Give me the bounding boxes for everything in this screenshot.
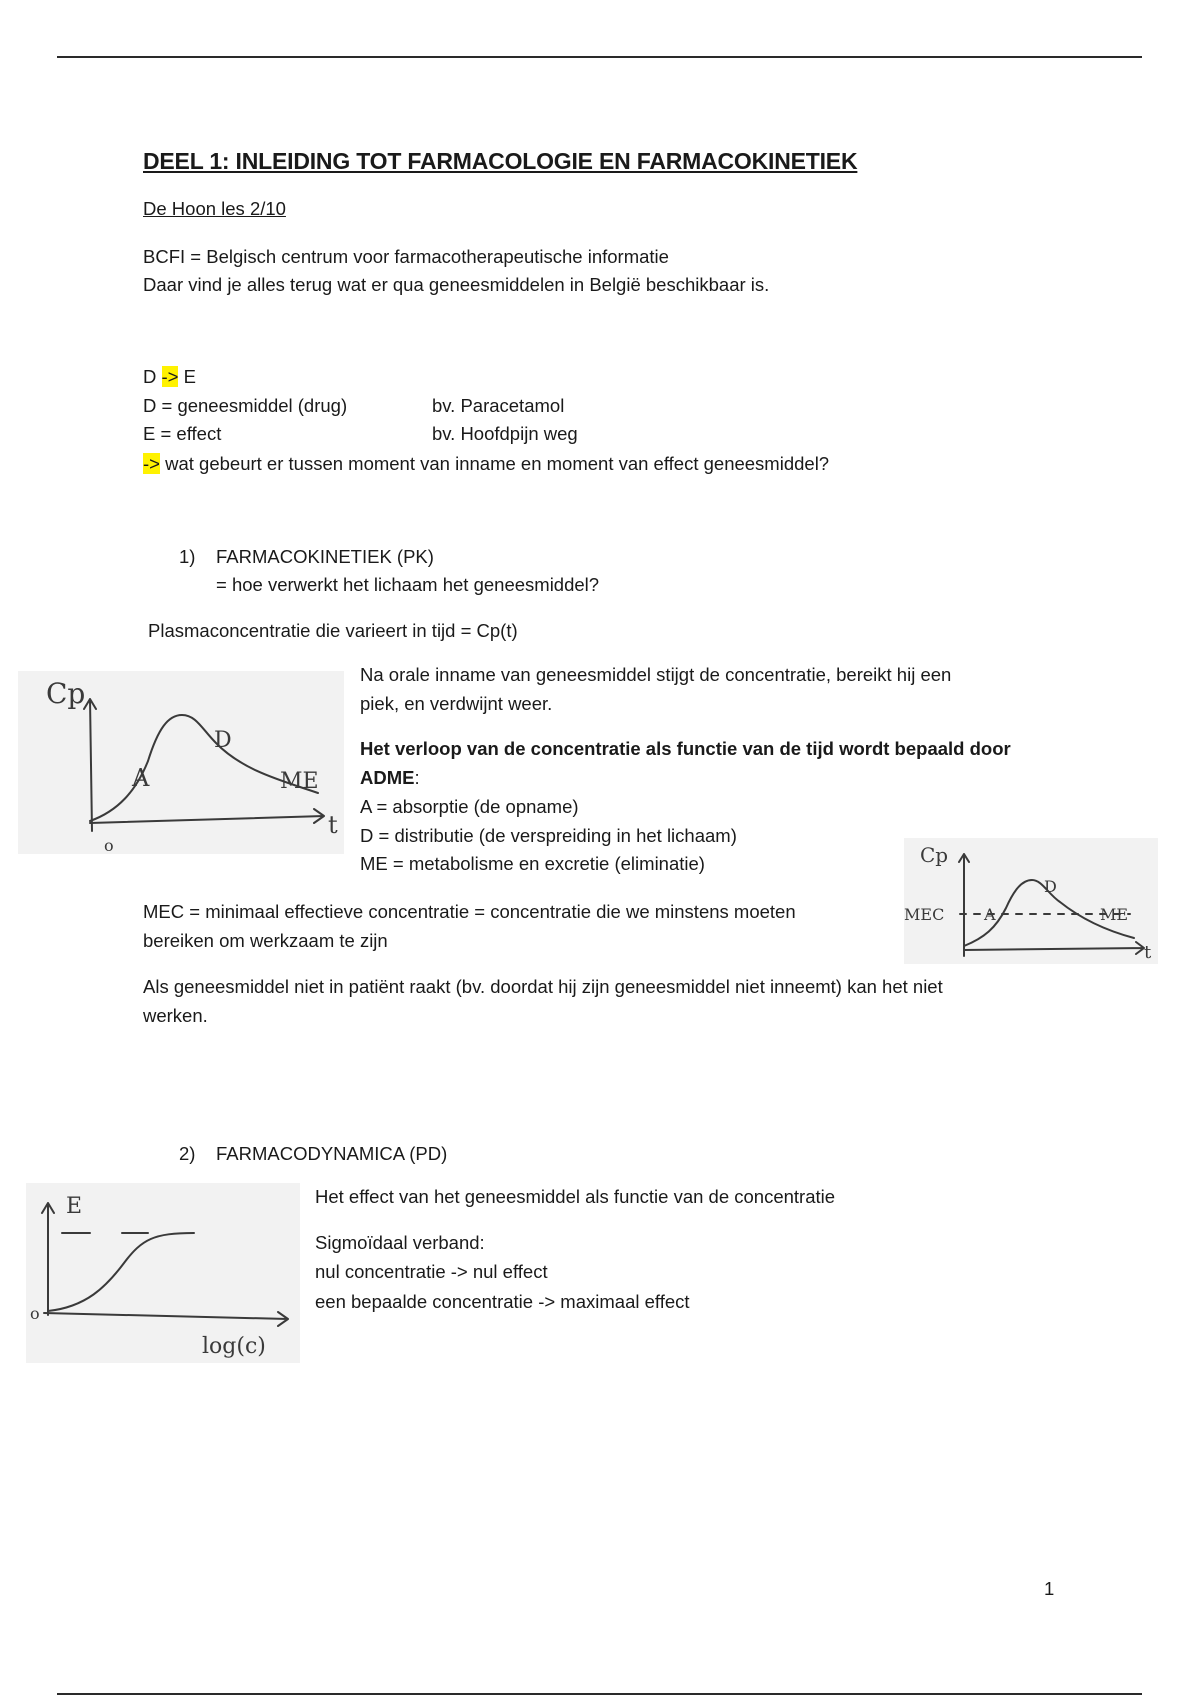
d-label: D xyxy=(214,728,232,753)
e-axis-label: E xyxy=(66,1194,83,1219)
section-1-heading: FARMACOKINETIEK (PK) xyxy=(216,546,434,567)
d-prefix: D xyxy=(143,366,162,387)
patient-line-1: Als geneesmiddel niet in patiënt raakt (bv. doordat hij zijn geneesmiddel niet inneemt) kan het niet xyxy=(143,976,943,997)
lesson-subtitle: De Hoon les 2/10 xyxy=(143,198,286,219)
header-rule xyxy=(57,56,1142,58)
mec-label: MEC xyxy=(904,905,945,924)
highlighted-question-arrow: -> xyxy=(143,453,160,474)
pd-line-4: een bepaalde concentratie -> maximaal effect xyxy=(315,1291,690,1312)
d-definition: D = geneesmiddel (drug) xyxy=(143,395,348,416)
d-label: D xyxy=(1044,877,1057,896)
adme-d-definition: D = distributie (de verspreiding in het lichaam) xyxy=(360,825,737,846)
origin-label: o xyxy=(30,1304,40,1323)
pd-line-2: Sigmoïdaal verband: xyxy=(315,1232,485,1253)
sigmoid-curve xyxy=(48,1233,194,1311)
section-1-number: 1) xyxy=(179,546,196,567)
cp-axis-label: Cp xyxy=(46,677,86,710)
a-label: A xyxy=(984,905,996,924)
d-example: bv. Paracetamol xyxy=(432,395,565,416)
x-axis-arrow xyxy=(44,1312,288,1326)
concentration-curve xyxy=(90,715,318,821)
adme-term: ADME xyxy=(360,767,415,788)
log-c-axis-label: log(c) xyxy=(202,1334,266,1359)
adme-a-definition: A = absorptie (de opname) xyxy=(360,796,579,817)
origin-label: o xyxy=(104,836,114,854)
t-axis-label: t xyxy=(328,811,338,839)
section-2-number: 2) xyxy=(179,1143,196,1164)
adme-me-definition: ME = metabolisme en excretie (eliminatie) xyxy=(360,853,705,874)
adme-colon: : xyxy=(414,767,420,788)
e-definition: E = effect xyxy=(143,423,222,444)
question-line xyxy=(143,453,829,475)
y-axis-arrow xyxy=(959,854,969,956)
page-title: DEEL 1: INLEIDING TOT FARMACOLOGIE EN FARMACOKINETIEK xyxy=(143,148,858,174)
footer-rule xyxy=(57,1693,1142,1695)
adme-intro-line-2 xyxy=(360,767,420,789)
x-axis-arrow xyxy=(90,809,324,823)
cp-axis-label: Cp xyxy=(920,843,949,867)
section-1-subheading: = hoe verwerkt het lichaam het geneesmiddel? xyxy=(216,574,600,595)
highlighted-arrow: -> xyxy=(161,366,179,387)
e-example: bv. Hoofdpijn weg xyxy=(432,423,578,444)
concentration-time-sketch xyxy=(18,671,344,854)
pd-line-3: nul concentratie -> nul effect xyxy=(315,1261,548,1282)
adme-intro-line-1: Het verloop van de concentratie als functie van de tijd wordt bepaald door xyxy=(360,738,1011,759)
patient-line-2: werken. xyxy=(143,1005,208,1026)
mec-sketch xyxy=(904,838,1158,964)
oral-intake-line-2: piek, en verdwijnt weer. xyxy=(360,693,553,714)
section-2-heading: FARMACODYNAMICA (PD) xyxy=(216,1143,448,1164)
dose-effect-sketch xyxy=(26,1183,300,1363)
x-axis-arrow xyxy=(964,942,1144,954)
page-number: 1 xyxy=(1044,1578,1055,1599)
intro-line-1: BCFI = Belgisch centrum voor farmacotherapeutische informatie xyxy=(143,246,669,267)
intro-line-2: Daar vind je alles terug wat er qua geneesmiddelen in België beschikbaar is. xyxy=(143,274,770,295)
e-suffix: E xyxy=(178,366,196,387)
t-axis-label: t xyxy=(1144,942,1152,963)
me-label: ME xyxy=(1100,905,1129,924)
d-to-e-line xyxy=(143,366,196,388)
y-axis-arrow xyxy=(42,1203,54,1315)
mec-line-2: bereiken om werkzaam te zijn xyxy=(143,930,388,951)
plasma-concentration-line: Plasmaconcentratie die varieert in tijd = Cp(t) xyxy=(148,620,518,641)
pd-line-1: Het effect van het geneesmiddel als functie van de concentratie xyxy=(315,1186,836,1207)
question-text: wat gebeurt er tussen moment van inname en moment van effect geneesmiddel? xyxy=(159,453,830,474)
mec-line-1: MEC = minimaal effectieve concentratie = concentratie die we minstens moeten xyxy=(143,901,796,922)
a-label: A xyxy=(132,764,150,792)
y-axis-arrow xyxy=(84,699,96,831)
me-label: ME xyxy=(280,769,319,794)
oral-intake-line-1: Na orale inname van geneesmiddel stijgt de concentratie, bereikt hij een xyxy=(360,664,952,685)
